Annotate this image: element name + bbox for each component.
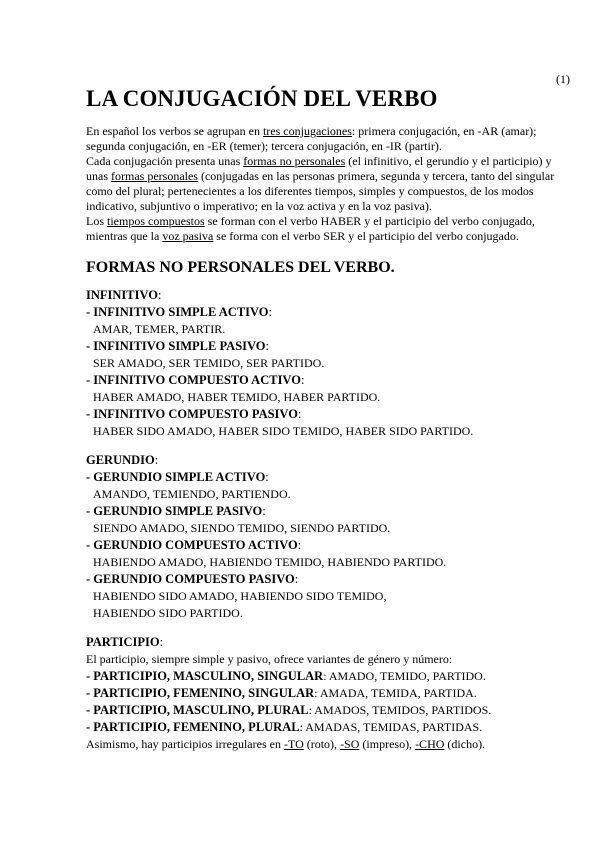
infinitivo-title: INFINITIVO:: [86, 288, 162, 302]
intro-paragraph-3: Los tiempos compuestos se forman con el verbo HABER y el participio del verbo conjugado, mientras que la voz pasiva se forma con el verbo SER y el participio del verbo conjugado.: [86, 214, 535, 243]
underlined-term: voz pasiva: [162, 229, 214, 243]
underlined-term: formas no personales: [243, 154, 346, 168]
participio-description: El participio, siempre simple y pasivo, ofrece variantes de género y número:: [86, 652, 453, 666]
gerundio-value: HABIENDO SIDO AMADO, HABIENDO SIDO TEMIDO,: [93, 589, 387, 603]
underlined-term: tiempos compuestos: [107, 214, 205, 228]
gerundio-value: HABIENDO AMADO, HABIENDO TEMIDO, HABIENDO PARTIDO.: [93, 555, 447, 569]
page-title: LA CONJUGACIÓN DEL VERBO: [86, 86, 438, 111]
infinitivo-value: SER AMADO, SER TEMIDO, SER PARTIDO.: [93, 356, 325, 370]
underlined-suffix: -TO: [283, 737, 304, 751]
underlined-suffix: -CHO: [415, 737, 445, 751]
intro-paragraph-2: Cada conjugación presenta unas formas no personales (el infinitivo, el gerundio y el participio) y unas formas personales (conjugadas en las personas primera, segunda y tercera, tanto del singular como del plural; pertenecientes a los diferentes tiempos, simples y compuestos, de los modos indicativo, subjuntivo o imperativo; en la voz activa y en la voz pasiva).: [86, 154, 555, 213]
infinitivo-item: - INFINITIVO SIMPLE PASIVO:: [86, 339, 269, 353]
infinitivo-item: - INFINITIVO COMPUESTO PASIVO:: [86, 407, 302, 421]
participio-section: [86, 634, 574, 753]
infinitivo-value: HABER AMADO, HABER TEMIDO, HABER PARTIDO.: [93, 390, 381, 404]
underlined-term: formas personales: [111, 169, 198, 183]
gerundio-value: HABIENDO SIDO PARTIDO.: [93, 606, 243, 620]
gerundio-value: SIENDO AMADO, SIENDO TEMIDO, SIENDO PARTIDO.: [93, 521, 391, 535]
participio-item: - PARTICIPIO, MASCULINO, SINGULAR: AMADO, TEMIDO, PARTIDO.: [86, 669, 486, 683]
document-body: [86, 86, 574, 765]
intro-paragraph-1: En español los verbos se agrupan en tres conjugaciones: primera conjugación, en -AR (amar); segunda conjugación, en -ER (temer); tercera conjugación, en -IR (partir).: [86, 124, 537, 153]
participio-item: - PARTICIPIO, FEMENINO, PLURAL: AMADAS, TEMIDAS, PARTIDAS.: [86, 720, 483, 734]
gerundio-item: - GERUNDIO SIMPLE PASIVO:: [86, 504, 266, 518]
infinitivo-value: AMAR, TEMER, PARTIR.: [93, 322, 226, 336]
underlined-suffix: -SO: [340, 737, 360, 751]
page-number: (1): [556, 72, 570, 86]
infinitivo-item: - INFINITIVO SIMPLE ACTIVO:: [86, 305, 273, 319]
participio-item: - PARTICIPIO, FEMENINO, SINGULAR: AMADA, TEMIDA, PARTIDA.: [86, 686, 477, 700]
gerundio-section: [86, 452, 574, 622]
participio-title: PARTICIPIO:: [86, 635, 164, 649]
gerundio-item: - GERUNDIO COMPUESTO PASIVO:: [86, 572, 299, 586]
gerundio-value: AMANDO, TEMIENDO, PARTIENDO.: [93, 487, 291, 501]
participio-irregular: Asimismo, hay participios irregulares en -TO (roto), -SO (impreso), -CHO (dicho).: [86, 737, 486, 751]
section-heading: FORMAS NO PERSONALES DEL VERBO.: [86, 259, 395, 276]
gerundio-title: GERUNDIO:: [86, 453, 159, 467]
gerundio-item: - GERUNDIO SIMPLE ACTIVO:: [86, 470, 269, 484]
infinitivo-item: - INFINITIVO COMPUESTO ACTIVO:: [86, 373, 305, 387]
gerundio-item: - GERUNDIO COMPUESTO ACTIVO:: [86, 538, 302, 552]
underlined-term: tres conjugaciones: [262, 124, 352, 138]
infinitivo-section: [86, 287, 574, 440]
infinitivo-value: HABER SIDO AMADO, HABER SIDO TEMIDO, HABER SIDO PARTIDO.: [93, 424, 474, 438]
participio-item: - PARTICIPIO, MASCULINO, PLURAL: AMADOS, TEMIDOS, PARTIDOS.: [86, 703, 492, 717]
